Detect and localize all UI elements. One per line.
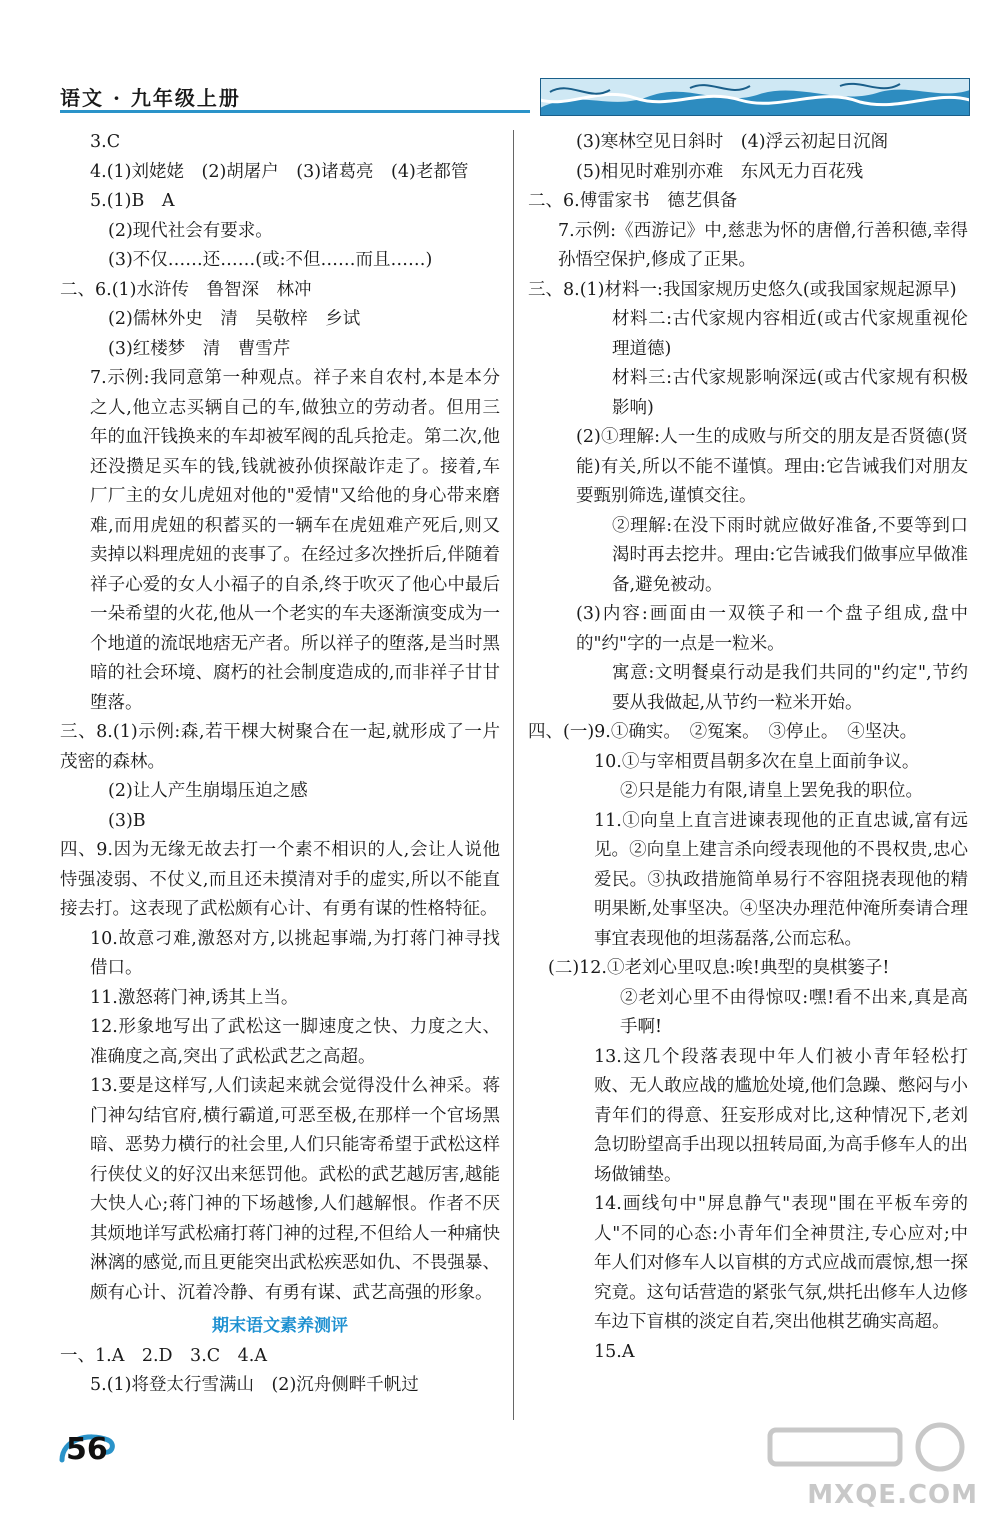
answer-paragraph: 7.示例:《西游记》中,慈悲为怀的唐僧,行善积德,幸得孙悟空保护,修成了正果。 xyxy=(558,220,968,270)
right-column xyxy=(528,128,968,1367)
answer-paragraph: 11.①向皇上直言进谏表现他的正直忠诚,富有远见。②向皇上建言杀向绶表现他的不畏权贵,忠心爱民。③执政措施简单易行不容阻挠表现他的精明果断,处事坚决。④坚决办理范仲淹所奏请合理事宜表现他的坦荡磊落,公而忘私。 xyxy=(594,810,968,949)
answer-line: ②只是能力有限,请皇上罢免我的职位。 xyxy=(620,781,924,801)
header-rule xyxy=(60,110,530,113)
answer-paragraph: 三、8.(1)材料一:我国家规历史悠久(或我国家规起源早) xyxy=(528,279,957,300)
watermark-logo-icon xyxy=(760,1420,970,1474)
answer-line: 二、6.傅雷家书 德艺俱备 xyxy=(528,191,738,211)
answer-paragraph: 13.这几个段落表现中年人们被小青年轻松打败、无人敢应战的尴尬处境,他们急躁、憋闷与小青年们的得意、狂妄形成对比,这种情况下,老刘急切盼望高手出现以扭转局面,为高手修车人的出场做铺垫。 xyxy=(594,1046,968,1185)
answer-line: (2)让人产生崩塌压迫之感 xyxy=(108,781,308,801)
answer-paragraph: (2)①理解:人一生的成败与所交的朋友是否贤德(贤能)有关,所以不能不谨慎。理由:它告诫我们对朋友要甄别筛选,谨慎交往。 xyxy=(576,427,968,506)
answer-paragraph: ②理解:在没下雨时就应做好准备,不要等到口渴时再去挖井。理由:它告诫我们做事应早做准备,避免被动。 xyxy=(612,515,968,595)
answer-line: 二、6.(1)水浒传 鲁智深 林冲 xyxy=(60,279,312,300)
answer-line: (3)红楼梦 清 曹雪芹 xyxy=(108,338,291,359)
page-header xyxy=(60,82,970,112)
answer-line: 10.①与宰相贾昌朝多次在皇上面前争议。 xyxy=(594,751,920,772)
column-divider xyxy=(513,130,514,1420)
answer-paragraph: 材料三:古代家规影响深远(或古代家规有积极影响) xyxy=(612,368,968,418)
page-number: 56 xyxy=(66,1432,108,1467)
watermark-text: MXQE.COM xyxy=(807,1480,978,1510)
answer-line: (5)相见时难别亦难 东风无力百花残 xyxy=(576,161,864,182)
answer-line: 4.(1)刘姥姥 (2)胡屠户 (3)诸葛亮 (4)老都管 xyxy=(90,161,469,182)
answer-line: 5.(1)将登太行雪满山 (2)沉舟侧畔千帆过 xyxy=(90,1375,419,1395)
answer-line: 3.C xyxy=(90,132,121,152)
answer-paragraph: 三、8.(1)示例:森,若干棵大树聚合在一起,就形成了一片茂密的森林。 xyxy=(60,722,500,772)
left-column xyxy=(60,128,500,1401)
answer-line: 5.(1)B A xyxy=(90,191,175,211)
answer-paragraph: 14.画线句中"屏息静气"表现"围在平板车旁的人"不同的心态:小青年们全神贯注,专心应对;中年人们对修车人以盲棋的方式应战而震惊,想一探究竟。这句话营造的紧张气氛,烘托出修车人边修车边下盲棋的淡定自若,突出他棋艺确实高超。 xyxy=(594,1194,968,1332)
answer-line: (2)现代社会有要求。 xyxy=(108,220,273,241)
page-number-badge xyxy=(58,1430,116,1474)
header-title: 语文 · 九年级上册 xyxy=(60,86,241,110)
answer-paragraph: 材料二:古代家规内容相近(或古代家规重视伦理道德) xyxy=(612,309,968,359)
answer-paragraph: 寓意:文明餐桌行动是我们共同的"约定",节约要从我做起,从节约一粒米开始。 xyxy=(612,663,968,713)
answer-paragraph: (3)内容:画面由一双筷子和一个盘子组成,盘中的"约"字的一点是一粒米。 xyxy=(576,604,968,654)
answer-line: 四、(一)9.①确实。 ②冤案。 ③停止。 ④坚决。 xyxy=(528,722,918,742)
answer-paragraph: ②老刘心里不由得惊叹:嘿!看不出来,真是高手啊! xyxy=(620,987,968,1037)
answer-paragraph: 13.要是这样写,人们读起来就会觉得没什么神采。蒋门神勾结官府,横行霸道,可恶至极,在那样一个官场黑暗、恶势力横行的社会里,人们只能寄希望于武松这样行侠仗义的好汉出来惩罚他。武松的武艺越厉害,越能大快人心;蒋门神的下场越惨,人们越解恨。作者不厌其烦地详写武松痛打蒋门神的过程,不但给人一种痛快淋漓的感觉,而且更能突出武松疾恶如仇、不畏强暴、颇有心计、沉着冷静、有勇有谋、武艺高强的形象。 xyxy=(90,1076,500,1303)
answer-line: (二)12.①老刘心里叹息:唉!典型的臭棋篓子! xyxy=(548,958,890,978)
answer-line: (2)儒林外史 清 吴敬梓 乡试 xyxy=(108,309,361,329)
answer-line: (3)寒林空见日斜时 (4)浮云初起日沉阁 xyxy=(576,132,889,152)
answer-paragraph: 7.示例:我同意第一种观点。祥子来自农村,本是本分之人,他立志买辆自己的车,做独立的劳动者。但用三年的血汗钱换来的车却被军阀的乱兵抢走。第二次,他还没攒足买车的钱,钱就被孙侦探敲诈走了。接着,车厂厂主的女儿虎妞对他的"爱情"又给他的身心带来磨难,而用虎妞的积蓄买的一辆车在虎妞难产死后,则又卖掉以料理虎妞的丧事了。在经过多次挫折后,伴随着祥子心爱的女人小福子的自杀,终于吹灭了他心中最后一朵希望的火花,他从一个老实的车夫逐渐演变成为一个地道的流氓地痞无产者。所以祥子的堕落,是当时黑暗的社会环境、腐朽的社会制度造成的,而非祥子甘甘堕落。 xyxy=(90,368,500,713)
answer-paragraph: 12.形象地写出了武松这一脚速度之快、力度之大、准确度之高,突出了武松武艺之高超。 xyxy=(90,1017,500,1067)
answer-paragraph: 四、9.因为无缘无故去打一个素不相识的人,会让人说他恃强凌弱、不仗义,而且还未摸清对手的虚实,所以不能直接去打。这表现了武松颇有心计、有勇有谋的性格特征。 xyxy=(60,840,500,919)
answer-line: 一、1.A 2.D 3.C 4.A xyxy=(60,1345,267,1366)
landscape-banner-icon xyxy=(540,78,970,116)
answer-line: (3)不仅……还……(或:不但……而且……) xyxy=(108,250,433,270)
answer-paragraph: 10.故意刁难,激怒对方,以挑起事端,为打蒋门神寻找借口。 xyxy=(90,928,500,978)
section-title: 期末语文素养测评 xyxy=(212,1316,348,1336)
answer-line: 11.激怒蒋门神,诱其上当。 xyxy=(90,987,299,1008)
watermark xyxy=(738,1420,978,1510)
answer-line: (3)B xyxy=(108,810,146,831)
answer-line: 15.A xyxy=(594,1341,635,1362)
